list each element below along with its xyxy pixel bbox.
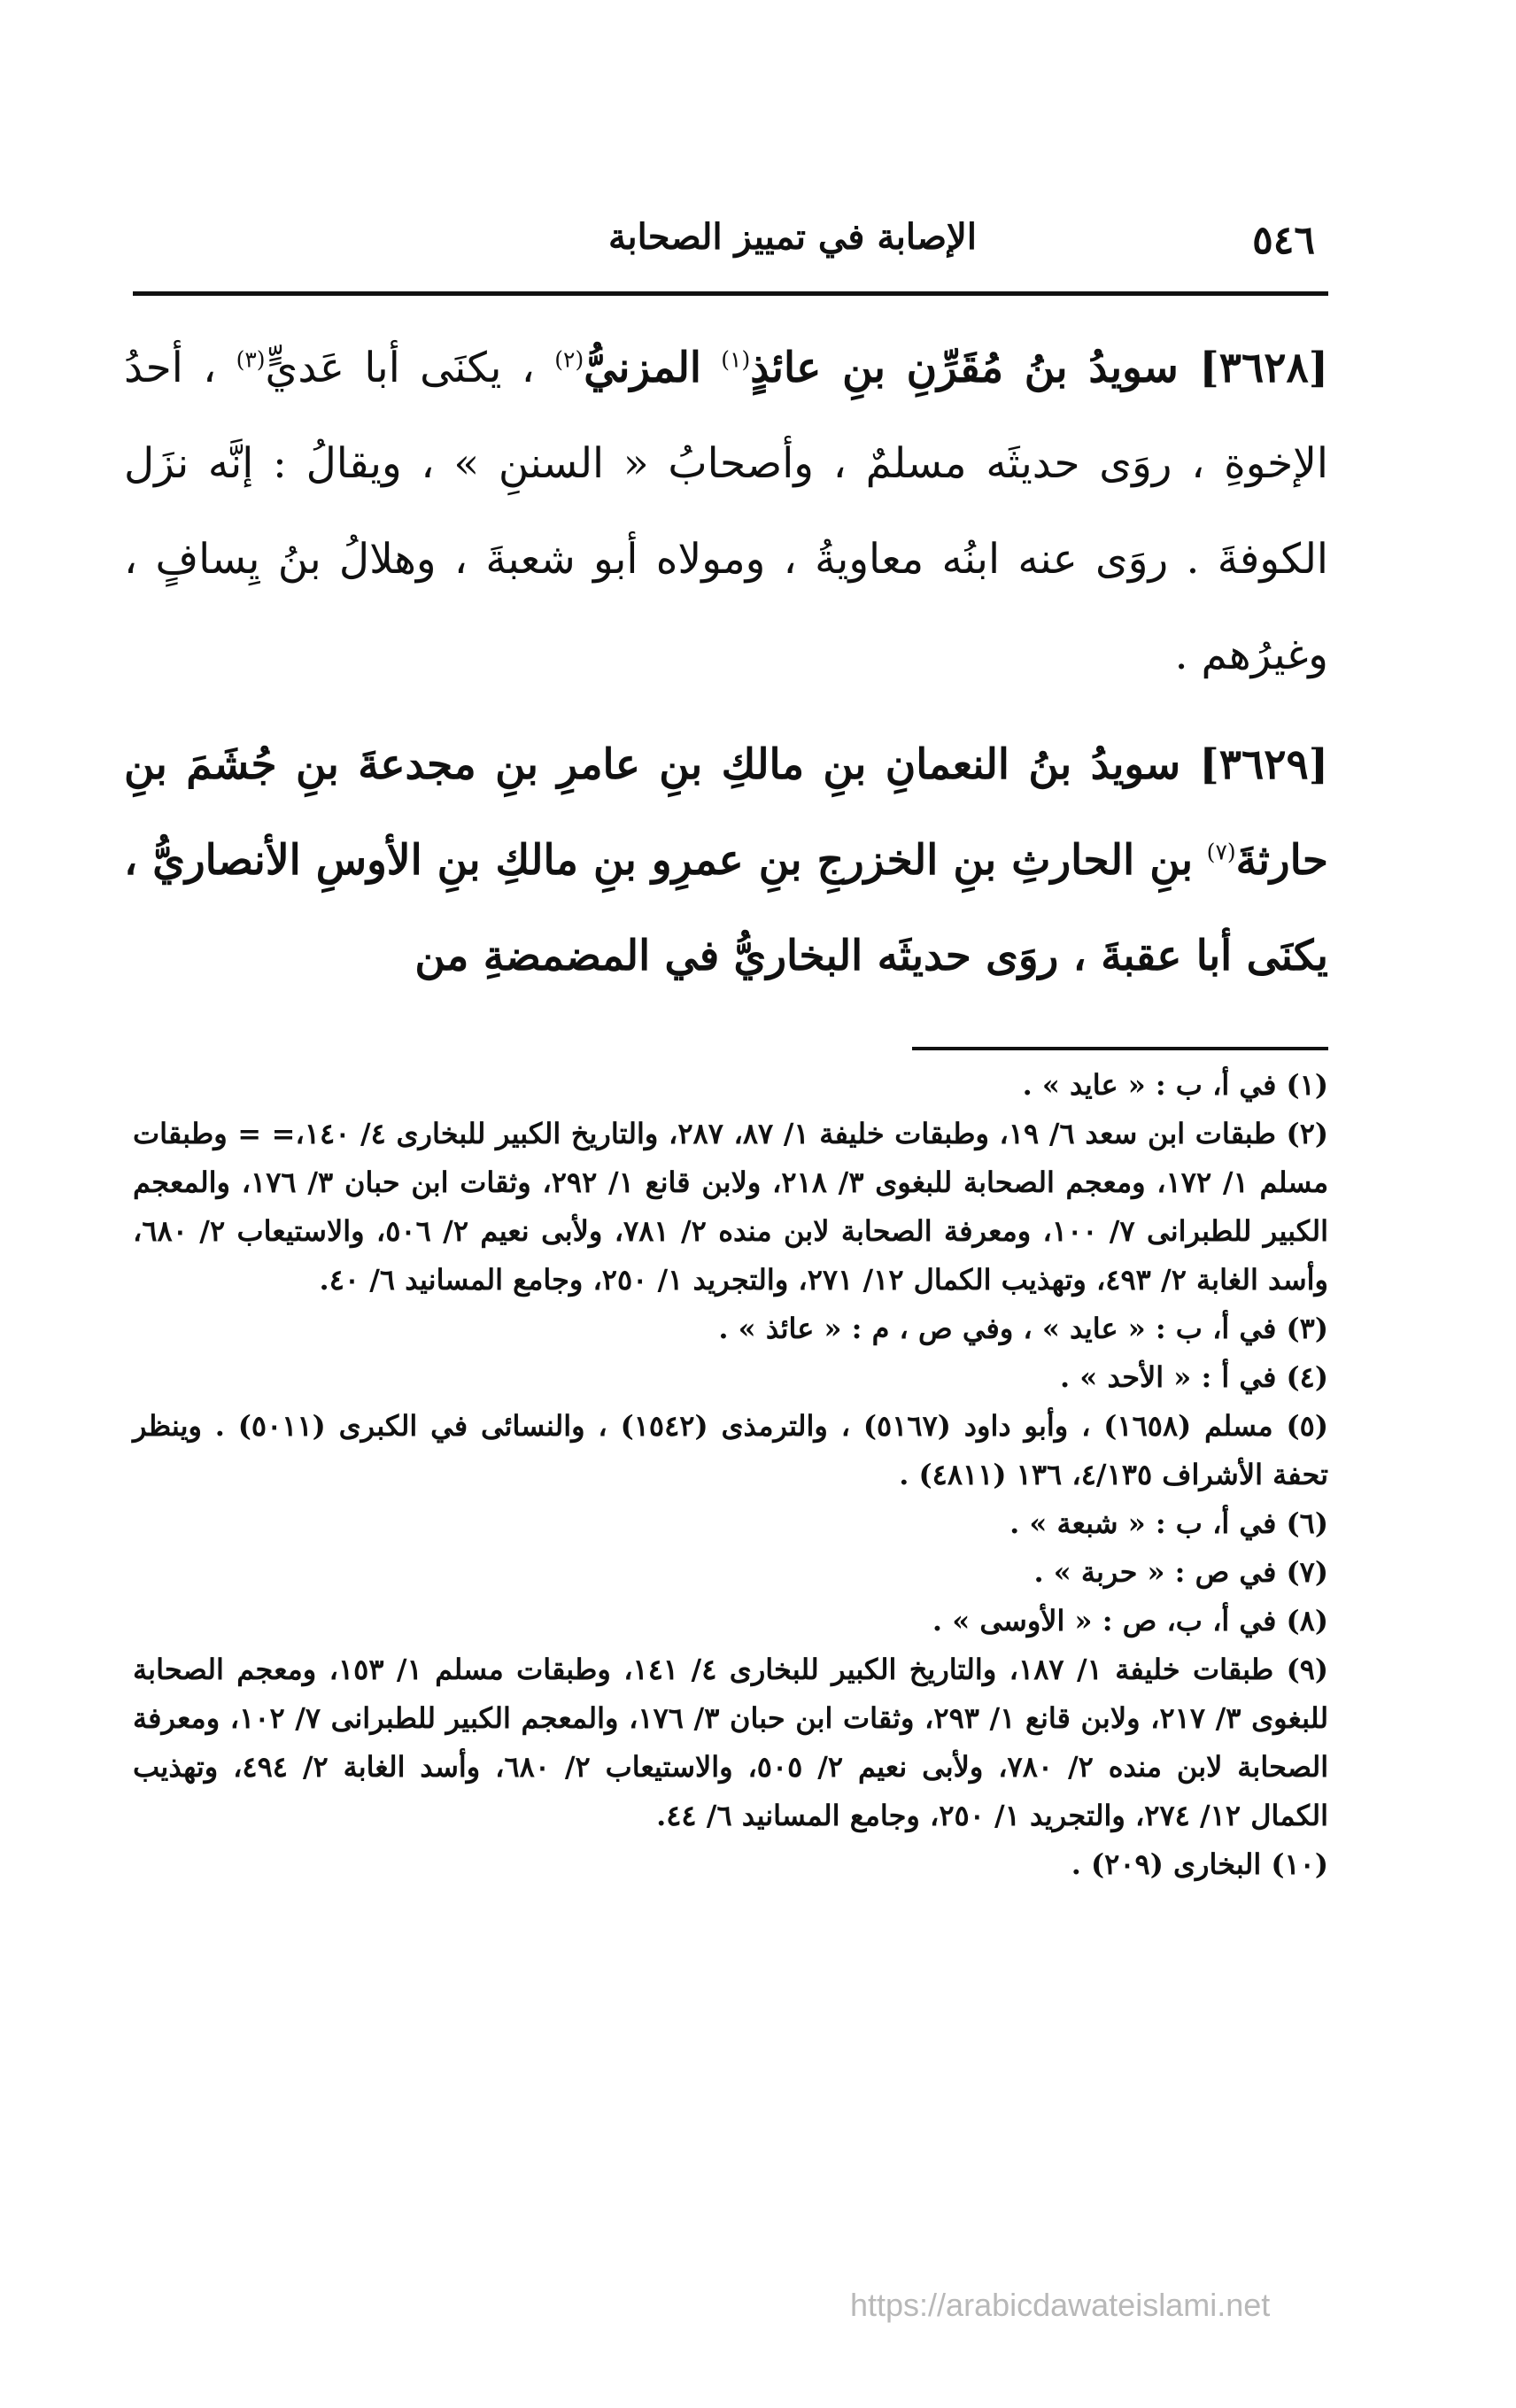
footnote-8: (٨) في أ، ب، ص : « الأوسى » .: [932, 1604, 1328, 1638]
footnote-3: (٣) في أ، ب : « عايد » ، وفي ص ، م : « عائذ » .: [718, 1312, 1328, 1345]
footnote-9: (٩) طبقات خليفة ١/ ١٨٧، والتاريخ الكبير للبخارى ٤/ ١٤١، وطبقات مسلم ١/ ١٥٣، ومعجم الصحابة للبغوى ٣/ ٢١٧، ولابن قانع ١/ ٢٩٣، وثقات ابن حبان ٣/ ١٧٦، والمعجم الكبير للطبرانى ٧/ ١٠٢، ومعرفة الصحابة لابن منده ٢/ ٧٨٠، ولأبى نعيم ٢/ ٥٠٥، والاستيعاب ٢/ ٦٨٠، وأسد الغابة ٢/ ٤٩٤، وتهذيب الكمال ١٢/ ٢٧٤، والتجريد ١/ ٢٥٠، وجامع المسانيد ٦/ ٤٤.: [133, 1653, 1329, 1832]
footnote-marker: (٧): [1206, 839, 1236, 865]
footnote-marker: (٢): [554, 346, 584, 373]
footnote-6: (٦) في أ، ب : « شبعة » .: [1009, 1506, 1328, 1540]
footnote-marker: (٣): [236, 346, 266, 373]
page-number: ٥٤٦: [1252, 218, 1315, 263]
footnote-7: (٧) في ص : « حربة » .: [1033, 1555, 1328, 1589]
running-title: الإصابة في تمييز الصحابة: [608, 216, 977, 258]
entry-kunya: ، يكنَى أبا عَديٍّ: [265, 344, 535, 392]
entry-heading: [٣٦٢٩] سويدُ بنُ النعمانِ بنِ مالكِ بنِ عامرِ بنِ مجدعةَ بنِ جُشَمَ بنِ حارثةَ: [124, 740, 1328, 885]
footnote-rule: [912, 1047, 1328, 1050]
page-header: [261, 214, 1324, 294]
entry-comma: ،: [203, 344, 217, 392]
entry-3629: [124, 717, 1328, 1004]
footnote-4: (٤) في أ : « الأحد » .: [1060, 1360, 1328, 1394]
entry-body: أحدُ الإخوةِ ، روَى حديثَه مسلمٌ ، وأصحابُ « السننِ » ، ويقالُ : إنَّه نزَل الكوفةَ . روَى عنه ابنُه معاويةُ ، ومولاه أبو شعبةَ ، وهلالُ بنُ يِسافٍ ، وغيرُهم .: [124, 344, 1328, 679]
footnote-5: (٥) مسلم (١٦٥٨) ، وأبو داود (٥١٦٧) ، والترمذى (١٥٤٢) ، والنسائى في الكبرى (٥٠١١) . وينظر تحفة الأشراف ٤/١٣٥، ١٣٦ (٤٨١١) .: [133, 1409, 1328, 1491]
entry-heading: [٣٦٢٨] سويدُ بنُ مُقَرِّنِ بنِ عائذٍ: [750, 344, 1328, 392]
entry-body: بنِ الحارثِ بنِ الخزرجِ بنِ عمرِو بنِ مالكِ بنِ الأوسِ الأنصاريُّ ، يكنَى أبا عقبةَ ، روَى حديثَه البخاريُّ في المضمضةِ من: [124, 836, 1328, 980]
footnote-2: (٢) طبقات ابن سعد ٦/ ١٩، وطبقات خليفة ١/ ٨٧، ٢٨٧، والتاريخ الكبير للبخارى ٤/ ١٤٠،= = وطبقات مسلم ١/ ١٧٢، ومعجم الصحابة للبغوى ٣/ ٢١٨، ولابن قانع ١/ ٢٩٢، وثقات ابن حبان ٣/ ١٧٦، والمعجم الكبير للطبرانى ٧/ ١٠٠، ومعرفة الصحابة لابن منده ٢/ ٧٨١، ولأبى نعيم ٢/ ٥٠٦، والاستيعاب ٢/ ٦٨٠، وأسد الغابة ٢/ ٤٩٣، وتهذيب الكمال ١٢/ ٢٧١، والتجريد ١/ ٢٥٠، وجامع المسانيد ٦/ ٤٠.: [133, 1117, 1329, 1297]
entry-heading-continuation: المزنيُّ: [584, 344, 701, 392]
footnotes: [133, 1061, 1328, 1889]
watermark-url: https://arabicdawateislami.net: [850, 2287, 1271, 2323]
header-rule: [133, 291, 1328, 296]
main-text: [124, 321, 1328, 1004]
footnote-10: (١٠) البخارى (٢٠٩) .: [1071, 1847, 1328, 1881]
footnote-1: (١) في أ، ب : « عايد » .: [1022, 1068, 1328, 1102]
footnote-marker: (١): [721, 346, 751, 373]
entry-3628: [124, 321, 1328, 703]
